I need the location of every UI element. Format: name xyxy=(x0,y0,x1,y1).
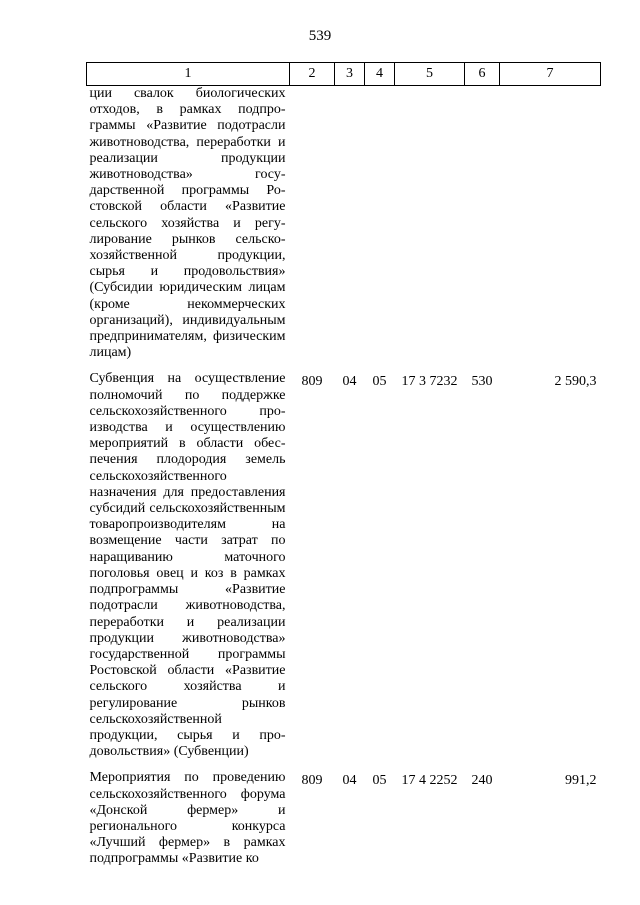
ministry-code xyxy=(290,86,335,362)
expense-type-code: 240 xyxy=(471,773,493,789)
subsection-code xyxy=(365,86,395,362)
column-header-5: 5 xyxy=(395,63,465,86)
row-description: Субвенция на осуществление полномочий по поддержке сельскохозяйственного производства и осуществлению мероприятий в области обеспечения плодородия земель сельскохозяйственного назначения для предоставления субсидий сельскохозяйственным товаропроизводителям на возмещение части затрат по наращиванию маточного поголовья овец и коз в рамках подпрограммы «Развитие подотрасли животноводства, переработки и реализации продукции животноводства» государственной программы Ростовской области «Развитие сельского хозяйства и регулирование рынков сельскохозяйственной продукции, сырья и продовольствия» (Субвенции) xyxy=(89,371,286,760)
section-code xyxy=(335,86,365,362)
amount-value: 2 590,3 xyxy=(554,374,597,390)
page-number: 539 xyxy=(308,28,332,44)
column-header-4: 4 xyxy=(365,63,395,86)
row-description: Мероприятия по проведению сельскохозяйственного форума «Донской фермер» и регионального конкурса «Лучший фермер» в рамках подпрограммы «Развитие ко xyxy=(89,770,286,867)
column-header-1: 1 xyxy=(87,63,290,86)
budget-table xyxy=(86,62,601,868)
section-code: 04 xyxy=(342,773,357,789)
subsection-code: 05 xyxy=(372,773,387,789)
column-header-6: 6 xyxy=(465,63,500,86)
expense-type-code: 530 xyxy=(471,374,493,390)
subsection-code: 05 xyxy=(372,374,387,390)
header-row xyxy=(87,63,601,86)
expense-type-code xyxy=(465,86,500,362)
row-description: ции свалок биологических отходов, в рамках подпрограммы «Развитие подотрасли животноводства, переработки и реализации продукции животноводства» государственной программы Ростовской области «Развитие сельского хозяйства и регулирование рынков сельскохозяйственной продукции, сырья и продовольствия» (Субсидии юридическим лицам (кроме некоммерческих организаций), индивидуальным предпринимателям, физическим лицам) xyxy=(89,86,286,361)
column-header-7: 7 xyxy=(500,63,601,86)
ministry-code: 809 xyxy=(301,374,323,390)
section-code: 04 xyxy=(342,374,357,390)
table-row xyxy=(87,371,601,760)
column-header-2: 2 xyxy=(290,63,335,86)
amount-value xyxy=(500,86,601,362)
target-article-code: 17 4 2252 xyxy=(401,773,458,789)
ministry-code: 809 xyxy=(301,773,323,789)
target-article-code: 17 3 7232 xyxy=(401,374,458,390)
amount-value: 991,2 xyxy=(565,773,597,789)
table-row xyxy=(87,86,601,362)
table-row xyxy=(87,770,601,867)
target-article-code xyxy=(395,86,465,362)
column-header-3: 3 xyxy=(335,63,365,86)
